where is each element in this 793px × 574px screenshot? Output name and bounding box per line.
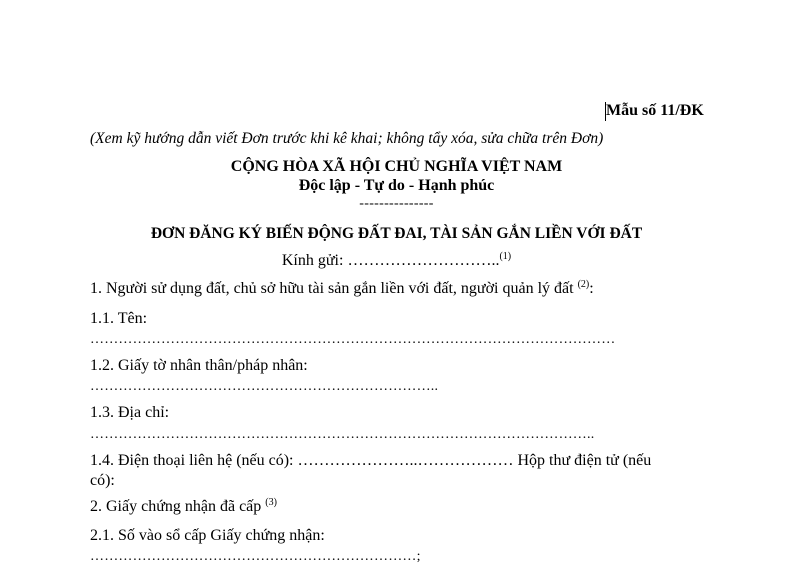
field-address-label: 1.3. Địa chỉ: [90, 404, 170, 421]
section-1-heading [90, 279, 594, 299]
field-id-label: 1.2. Giấy tờ nhân thân/pháp nhân: [90, 357, 308, 374]
form-title: ĐƠN ĐĂNG KÝ BIẾN ĐỘNG ĐẤT ĐAI, TÀI SẢN GẮN LIỀN VỚI ĐẤT [150, 225, 643, 242]
recipient-footnote: (1) [499, 251, 512, 262]
section-1-suffix: : [589, 280, 594, 297]
section-2-heading [90, 497, 277, 517]
national-title: CỘNG HÒA XÃ HỘI CHỦ NGHĨA VIỆT NAM [230, 158, 563, 175]
field-name-label: 1.1. Tên: [90, 310, 148, 327]
field-contact-line: 1.4. Điện thoại liên hệ (nếu có): …………………..……………… Hộp thư điện tử (nếu [90, 452, 652, 469]
section-2-footnote: (3) [265, 497, 277, 508]
section-1-label: 1. Người sử dụng đất, chủ sở hữu tài sản gắn liền với đất, người quản lý đất [90, 280, 578, 297]
national-motto: Độc lập - Tự do - Hạnh phúc [298, 177, 495, 194]
header-divider: --------------- [359, 196, 434, 211]
field-id-blank: ……………………………………………………………….. [90, 379, 439, 394]
field-contact-line-2: có): [90, 472, 115, 489]
recipient-line [0, 251, 793, 271]
form-code: Mẫu số 11/ĐK [606, 102, 704, 119]
recipient-label: Kính gửi: ……………………….. [281, 252, 500, 269]
instruction-note: (Xem kỹ hướng dẫn viết Đơn trước khi kê khai; không tẩy xóa, sửa chữa trên Đơn) [90, 130, 604, 147]
field-cert-number-label: 2.1. Số vào sổ cấp Giấy chứng nhận: [90, 527, 325, 544]
field-address-blank: …………………………………………………………………………………………….. [90, 427, 595, 442]
section-1-footnote: (2) [577, 279, 590, 290]
field-name-blank: ………………………………………………………………………………………………… [90, 332, 616, 347]
field-cert-number-blank: ……………………………………………………………; [90, 549, 421, 564]
section-2-label: 2. Giấy chứng nhận đã cấp [90, 498, 266, 515]
